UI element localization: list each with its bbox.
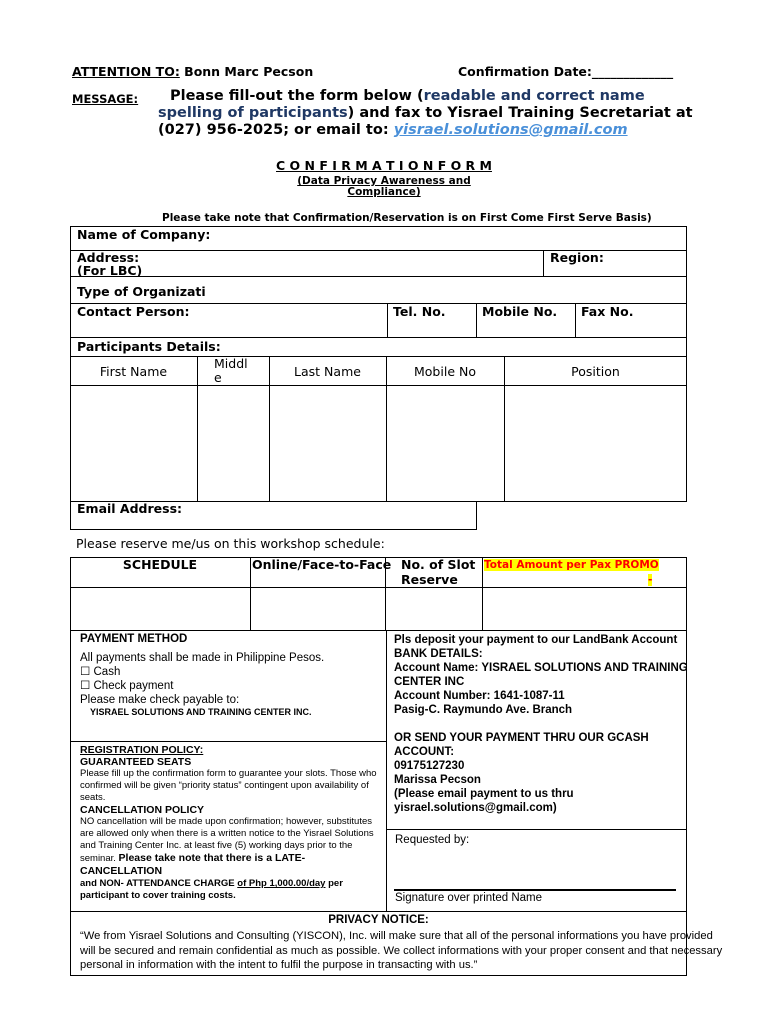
address-sub-label: (For LBC) xyxy=(77,263,143,278)
address-field[interactable]: Address: xyxy=(77,250,140,265)
col-first-name: First Name xyxy=(99,364,168,379)
payment-line-1: All payments shall be made in Philippine Pesos. xyxy=(80,652,325,664)
signature-line[interactable] xyxy=(394,889,676,891)
form-title xyxy=(0,158,768,173)
message-line-2 xyxy=(158,105,693,121)
privacy-line: personal in information with the intent to fulfil the purpose in transacting with us.” xyxy=(80,959,478,971)
privacy-title: PRIVACY NOTICE: xyxy=(328,914,429,926)
privacy-notice xyxy=(80,929,722,973)
requested-by-label: Requested by: xyxy=(395,834,470,846)
message-highlight: readable and correct name xyxy=(423,88,645,104)
bank-line: yisrael.solutions@gmail.com) xyxy=(394,802,557,814)
registration-policy xyxy=(80,744,380,902)
policy-line: are allowed only when there is a written notice to the Yisrael Solutions xyxy=(80,828,374,839)
message-text: ) and fax to Yisrael Training Secretariat at xyxy=(347,105,693,121)
bank-line: (Please email payment to us thru xyxy=(394,788,574,800)
policy-text: seminar. xyxy=(80,853,119,864)
contact-person-field[interactable]: Contact Person: xyxy=(77,304,190,319)
bank-line: BANK DETAILS: xyxy=(394,648,483,660)
policy-line: Please fill up the confirmation form to guarantee your slots. Those who xyxy=(80,768,377,779)
message-line-1 xyxy=(170,88,645,104)
message-label: MESSAGE: xyxy=(72,92,139,106)
message-text: (027) 956-2025; or email to: xyxy=(158,122,394,138)
policy-line: participant to cover training costs. xyxy=(80,890,236,901)
reserve-text: Please reserve me/us on this workshop schedule: xyxy=(76,536,385,551)
policy-line: NO cancellation will be made upon confirmation; however, substitutes xyxy=(80,816,373,827)
bank-line: Account Number: 1641-1087-11 xyxy=(394,690,565,702)
col-middle-name: Middl e xyxy=(214,356,248,385)
promo-header: Total Amount per Pax PROMO xyxy=(484,559,659,571)
signature-label: Signature over printed Name xyxy=(395,892,543,904)
payment-line-4: Please make check payable to: xyxy=(80,694,240,706)
email-link[interactable]: yisrael.solutions@gmail.com xyxy=(393,122,628,138)
tel-field[interactable]: Tel. No. xyxy=(393,304,446,319)
policy-title: REGISTRATION POLICY: xyxy=(80,744,204,756)
policy-line xyxy=(80,852,380,878)
region-field[interactable]: Region: xyxy=(550,250,604,265)
participants-label: Participants Details: xyxy=(77,339,221,354)
bank-line: Account Name: YISRAEL SOLUTIONS AND TRAINING xyxy=(394,662,688,674)
policy-line: confirmed will be given “priority status” contingent upon availability of xyxy=(80,780,369,791)
payee-name: YISRAEL SOLUTIONS AND TRAINING CENTER INC. xyxy=(90,707,312,717)
slots-header-1: No. of Slot xyxy=(401,557,476,572)
col-last-name: Last Name xyxy=(294,364,361,379)
bank-line: 09175127230 xyxy=(394,760,465,772)
cash-checkbox[interactable]: ☐ Cash xyxy=(80,666,121,678)
schedule-header: SCHEDULE xyxy=(122,557,198,572)
message-text: Please fill-out the form below ( xyxy=(170,88,424,104)
charge-amount: of Php 1,000.00/day xyxy=(237,878,326,889)
mode-header: Online/Face-to-Face xyxy=(252,557,392,572)
bank-line: CENTER INC xyxy=(394,676,465,688)
bank-line: OR SEND YOUR PAYMENT THRU OUR GCASH xyxy=(394,732,649,744)
email-field[interactable]: Email Address: xyxy=(77,501,183,516)
attention-name: Bonn Marc Pecson xyxy=(184,64,314,79)
confirmation-date[interactable]: Confirmation Date:_____________ xyxy=(458,64,674,79)
col-mobile-no: Mobile No xyxy=(414,364,476,379)
form-title-text: C O N F I R M A T I O N F O R M xyxy=(276,158,492,173)
guaranteed-title: GUARANTEED SEATS xyxy=(80,756,192,768)
policy-line: seats. xyxy=(80,792,106,803)
privacy-line: “We from Yisrael Solutions and Consulting (YISCON), Inc. will make sure that all of the personal informations you have provided xyxy=(80,930,713,942)
message-highlight: spelling of participants xyxy=(158,105,348,121)
form-subtitle-2: Compliance) xyxy=(347,186,421,198)
bank-line: Pasig-C. Raymundo Ave. Branch xyxy=(394,704,573,716)
company-field[interactable]: Name of Company: xyxy=(77,227,211,242)
promo-dash: - xyxy=(648,574,653,586)
payment-method-title: PAYMENT METHOD xyxy=(80,633,188,645)
cancellation-title: CANCELLATION POLICY xyxy=(80,804,205,816)
bank-details xyxy=(394,633,688,815)
bank-line: Marissa Pecson xyxy=(394,774,481,786)
attention-line xyxy=(72,64,313,79)
privacy-line: will be secured and remain confidential as much as possible. We collect informations with your proper consent and that necessary xyxy=(80,944,723,957)
policy-line: and Training Center Inc. at least five (5) working days prior to the xyxy=(80,840,353,851)
form-subtitle-1: (Data Privacy Awareness and xyxy=(297,175,471,187)
policy-line xyxy=(80,878,380,890)
late-cancellation-note: Please take note that there is a LATE-CANCELLATION xyxy=(80,852,306,877)
col-position: Position xyxy=(571,364,620,379)
attention-label: ATTENTION TO: xyxy=(72,64,180,79)
first-come-note: Please take note that Confirmation/Reservation is on First Come First Serve Basis) xyxy=(162,212,652,224)
bank-line: Pls deposit your payment to our LandBank Account xyxy=(394,634,678,646)
bank-line: ACCOUNT: xyxy=(394,746,455,758)
check-payment-checkbox[interactable]: ☐ Check payment xyxy=(80,680,174,692)
org-type-field[interactable]: Type of Organizati xyxy=(77,284,206,299)
fax-field[interactable]: Fax No. xyxy=(581,304,634,319)
policy-text: per xyxy=(325,878,343,889)
policy-text: and NON- ATTENDANCE CHARGE xyxy=(80,878,238,889)
slots-header-2: Reserve xyxy=(401,572,458,587)
mobile-field[interactable]: Mobile No. xyxy=(482,304,558,319)
message-line-3 xyxy=(158,122,628,138)
